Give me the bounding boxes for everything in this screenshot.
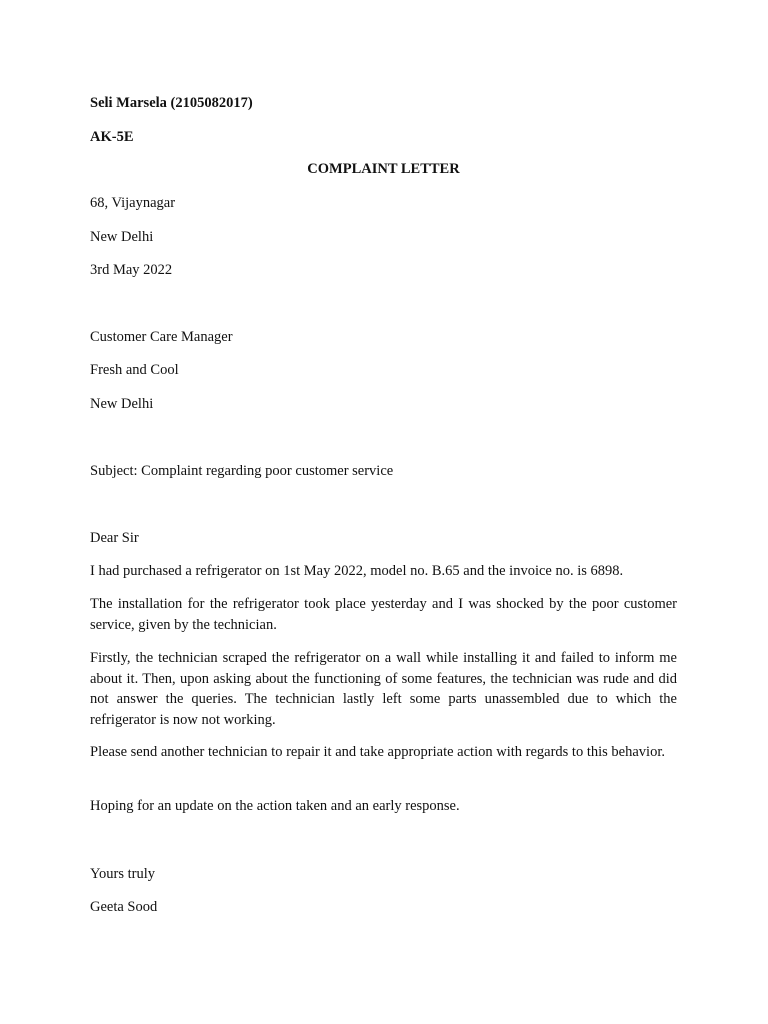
letter-page <box>90 0 677 1024</box>
recipient-designation: Customer Care Manager <box>90 329 233 345</box>
letter-title: COMPLAINT LETTER <box>307 161 460 177</box>
body-paragraph-4: Please send another technician to repair it and take appropriate action with regards to this behavior. <box>90 744 665 760</box>
body-paragraph-2: The installation for the refrigerator took place yesterday and I was shocked by the poor customer service, given by the technician. <box>90 596 677 633</box>
signature-name: Geeta Sood <box>90 899 158 915</box>
student-class: AK-5E <box>90 129 134 145</box>
body-paragraph-1: I had purchased a refrigerator on 1st May 2022, model no. B.65 and the invoice no. is 6898. <box>90 563 624 579</box>
body-paragraph-5: Hoping for an update on the action taken and an early response. <box>90 798 460 814</box>
letter-subject: Subject: Complaint regarding poor customer service <box>90 463 394 479</box>
salutation: Dear Sir <box>90 530 139 546</box>
sender-city: New Delhi <box>90 229 154 245</box>
sender-address: 68, Vijaynagar <box>90 195 176 211</box>
letter-date: 3rd May 2022 <box>90 262 173 278</box>
recipient-company: Fresh and Cool <box>90 362 179 378</box>
closing: Yours truly <box>90 866 156 882</box>
recipient-city: New Delhi <box>90 396 154 412</box>
student-name: Seli Marsela (2105082017) <box>90 95 253 111</box>
body-paragraph-3: Firstly, the technician scraped the refrigerator on a wall while installing it and failed to inform me about it. Then, upon asking about the functioning of some features, the technician was rude and did not answer the queries. The technician lastly left some parts unassembled due to which the refrigerator is now not working. <box>90 650 677 728</box>
